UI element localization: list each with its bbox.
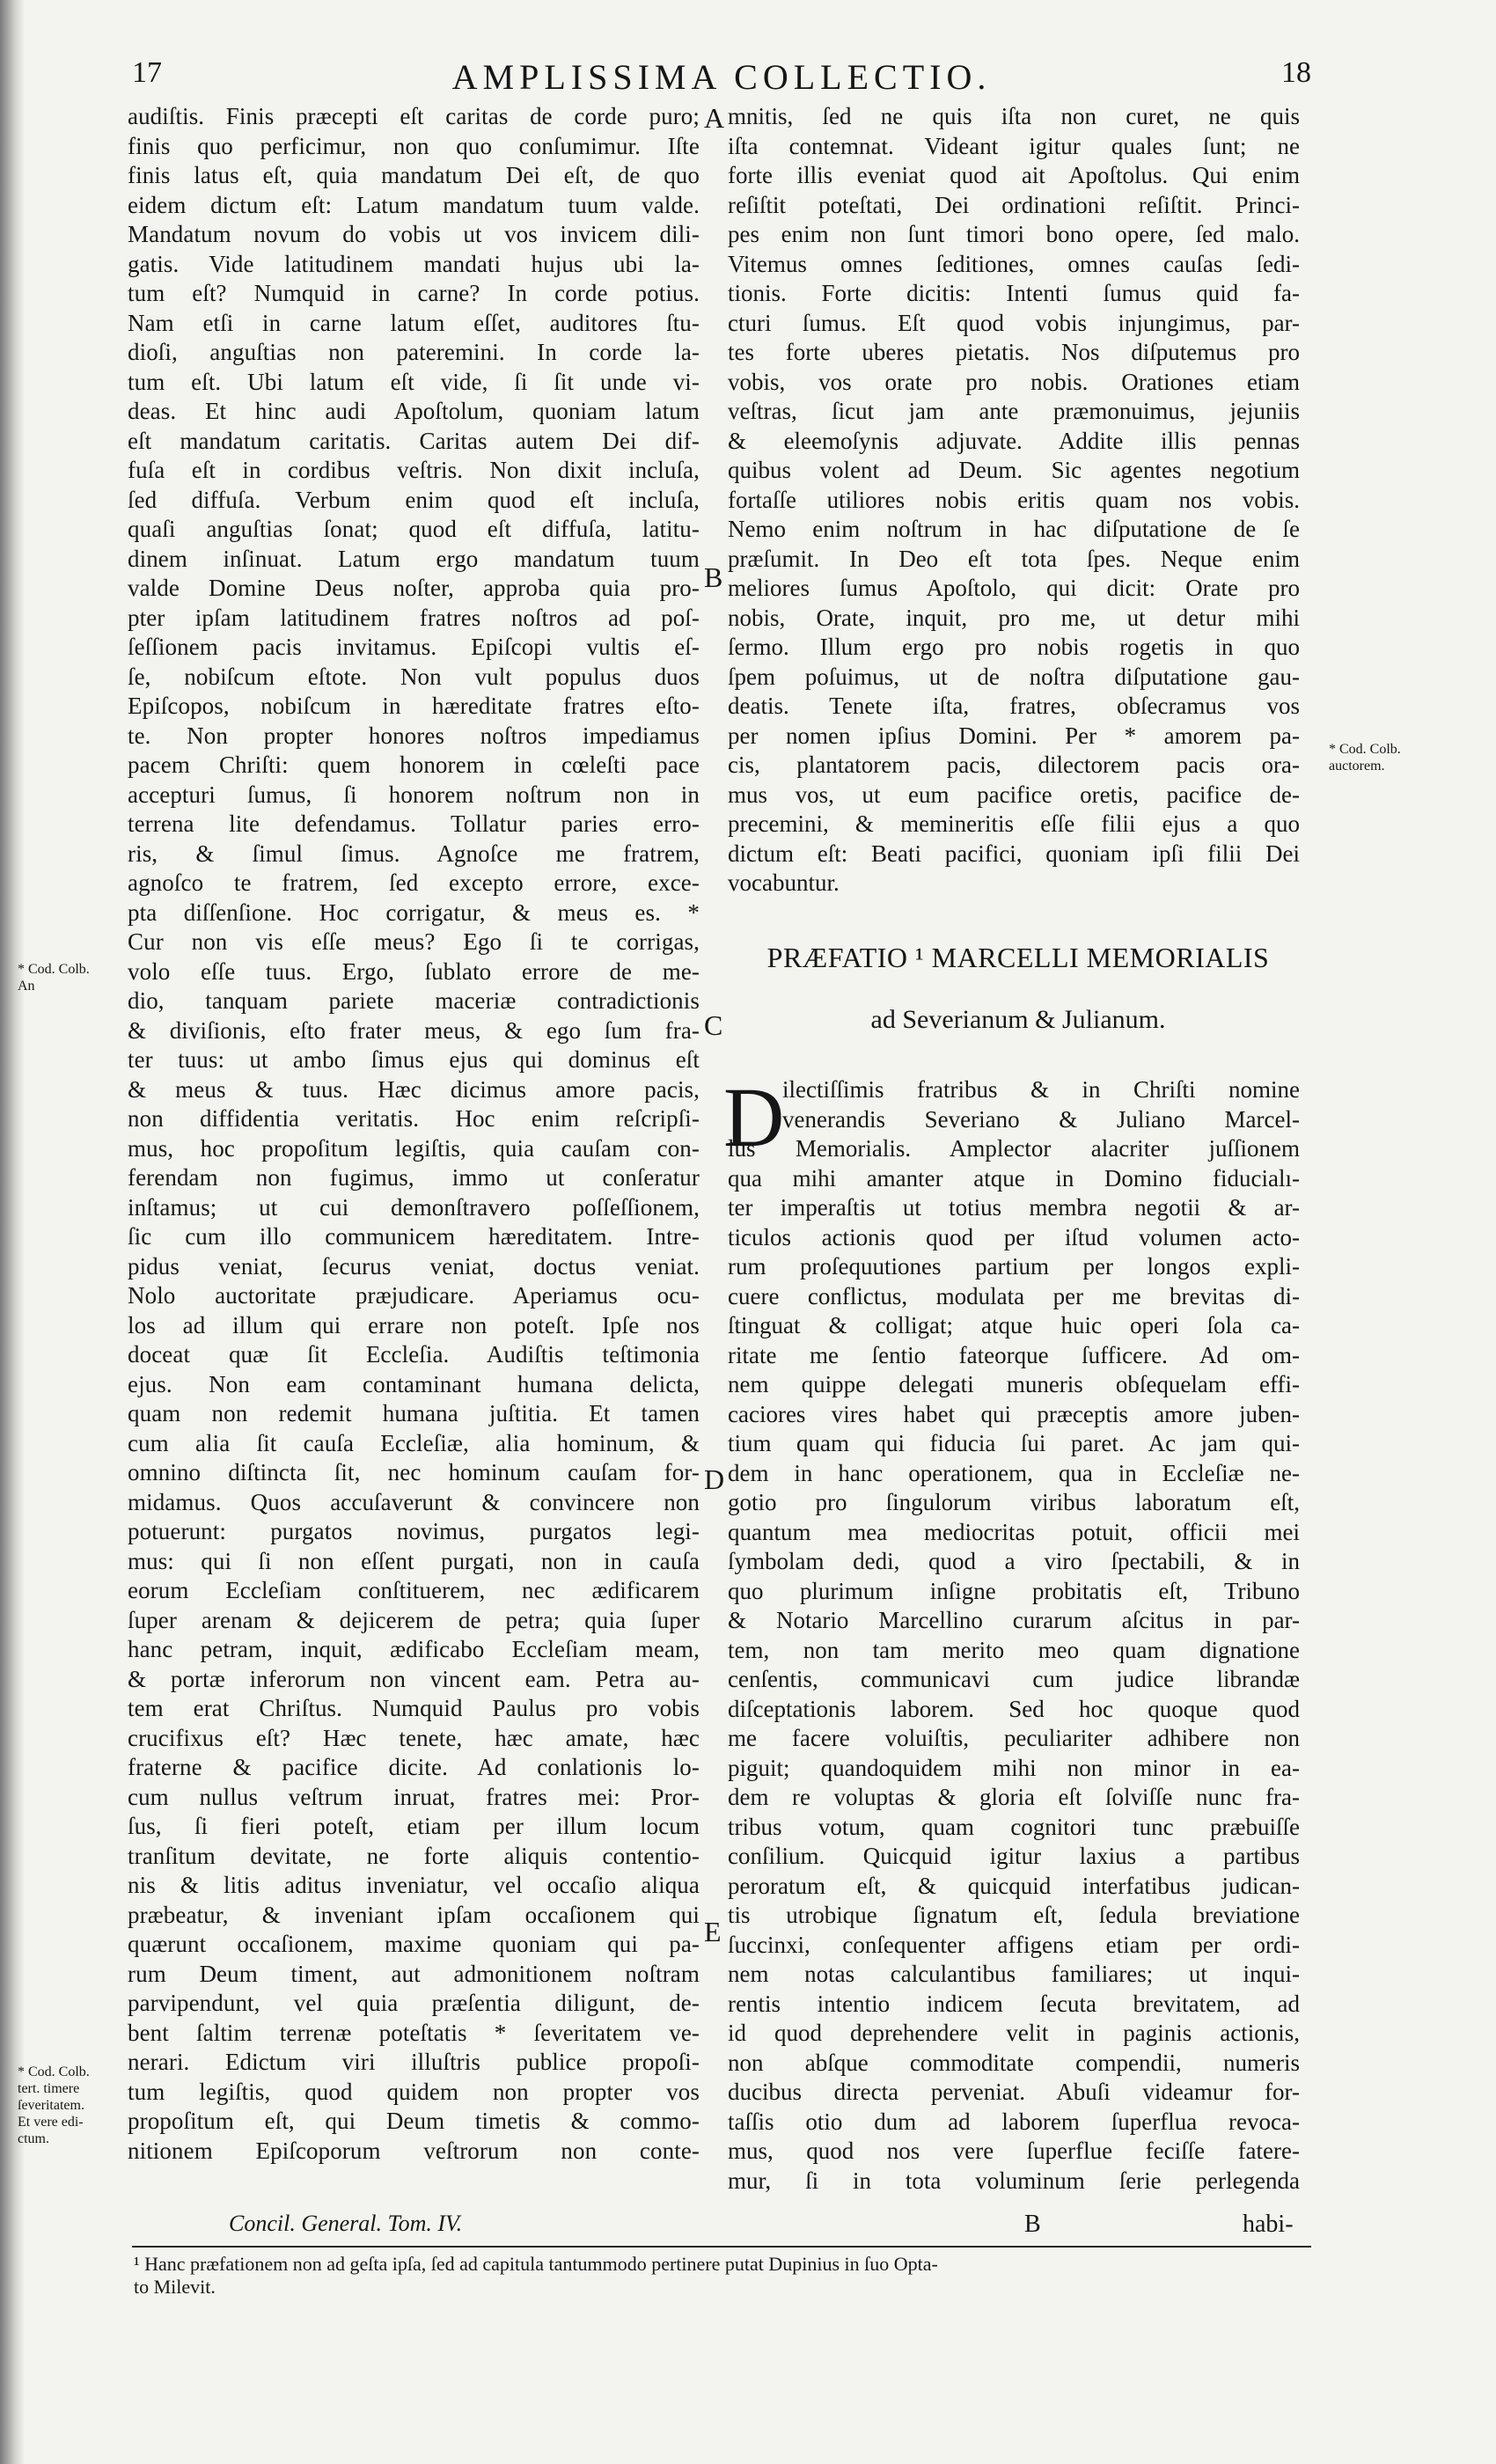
- text-line: ſpem poſuimus, ut de noſtra diſputatione gau-: [728, 663, 1300, 690]
- text-line: nerari. Edictum viri illuſtris publice propoſi-: [128, 2049, 700, 2075]
- text-line: non diffidentia veritatis. Hoc enim reſcripſi-: [128, 1105, 700, 1132]
- text-line: diſceptationis laborem. Sed hoc quoque quod: [728, 1695, 1300, 1722]
- text-line: cuere conflictus, modulata per me brevitas di-: [728, 1282, 1300, 1309]
- text-line: ejus. Non eam contaminant humana delicta,: [128, 1370, 700, 1397]
- text-line: fuſa eſt in cordibus veſtris. Non dixit incluſa,: [128, 457, 700, 483]
- text-line: ſe, nobiſcum eſtote. Non vult populus duos: [128, 663, 700, 690]
- text-line: crucifixus eſt? Hæc tenete, hæc amate, hæc: [128, 1724, 700, 1751]
- text-line: finis quo perficimur, non quo conſumimur. Iſte: [128, 132, 700, 159]
- text-line: dem re voluptas & gloria eſt ſolviſſe nunc fra-: [728, 1784, 1300, 1810]
- text-line: nem quippe delegati muneris obſequelam effi-: [728, 1371, 1300, 1397]
- text-line: deatis. Tenete iſta, fratres, obſecramus vos: [728, 693, 1300, 719]
- text-line: nis & litis aditus inveniatur, vel occaſio aliqua: [128, 1872, 700, 1898]
- text-line: valde Domine Deus noſter, approba quia pro-: [128, 575, 700, 601]
- preface-text: [728, 1075, 1300, 2196]
- text-line: cum alia ſit cauſa Eccleſiæ, alia hominum, &: [128, 1429, 700, 1456]
- text-line: rum proſequutiones partium per longos expli-: [728, 1253, 1300, 1280]
- text-line: Cur non vis eſſe meus? Ego ſi te corrigas,: [128, 928, 700, 955]
- text-line: dioſi, anguſtias non pateremini. In corde la-: [128, 339, 700, 365]
- text-line: ſeſſionem pacis invitamus. Epiſcopi vultis eſ-: [128, 634, 700, 660]
- text-line: rum Deum timent, aut admonitionem noſtram: [128, 1960, 700, 1987]
- running-title: AMPLISSIMA COLLECTIO.: [451, 57, 992, 97]
- text-line: pes enim non ſunt timori bono opere, ſed malo.: [728, 221, 1300, 247]
- text-line: quærunt occaſionem, maxime quoniam qui pa-: [128, 1931, 700, 1957]
- text-line: deas. Et hinc audi Apoſtolum, quoniam latum: [128, 398, 700, 424]
- text-line: ticulos actionis quod per iſtud volumen acto-: [728, 1223, 1300, 1250]
- text-line: tum eſt? Numquid in carne? In corde potius.: [128, 280, 700, 306]
- text-line: doceat quæ ſit Eccleſia. Audiſtis teſtimonia: [128, 1341, 700, 1368]
- text-line: tionis. Forte dicitis: Intenti ſumus quid fa-: [728, 280, 1300, 306]
- text-line: mus, hoc propoſitum legiſtis, quia cauſam con-: [128, 1134, 700, 1162]
- text-line: ſermo. Illum ergo pro nobis rogetis in quo: [728, 634, 1300, 660]
- text-line: gatis. Vide latitudinem mandati hujus ubi la-: [128, 250, 700, 277]
- text-line: tum legiſtis, quod quidem non propter vos: [128, 2078, 700, 2105]
- catchword: habi-: [1243, 2211, 1294, 2238]
- text-line: dinem inſinuat. Latum ergo mandatum tuum: [128, 545, 700, 572]
- text-line: cenſentis, communicavi cum judice librandæ: [728, 1666, 1300, 1692]
- side-note-right-1: * Cod. Colb. auctorem.: [1329, 742, 1401, 774]
- text-line: tes forte uberes pietatis. Nos diſputemus pro: [728, 339, 1300, 365]
- preface-subtitle: ad Severianum & Julianum.: [870, 1005, 1166, 1034]
- text-line: nitionem Epiſcoporum veſtrorum non conte-: [128, 2137, 700, 2164]
- text-line: ſed diffuſa. Verbum enim quod eſt incluſa,: [128, 486, 700, 513]
- signature-mark: B: [1024, 2211, 1041, 2238]
- text-line: precemini, & memineritis eſſe filii ejus a quo: [728, 810, 1300, 837]
- text-line: te. Non propter honores noſtros impediamus: [128, 722, 700, 749]
- text-line: conſilium. Quicquid igitur laxius a partibus: [728, 1843, 1300, 1869]
- text-line: eſt mandatum caritatis. Caritas autem Dei dif-: [128, 427, 700, 454]
- text-line: accepturi ſumus, ſi honorem noſtrum non in: [128, 781, 700, 808]
- text-line: lus Memorialis. Amplector alacriter juſſionem: [728, 1135, 1300, 1162]
- left-text-column: [128, 102, 700, 2166]
- text-line: Nemo enim noſtrum in hac diſputatione de ſe: [728, 516, 1300, 542]
- drop-capital: D: [723, 1070, 785, 1164]
- text-line: & Notario Marcellino curarum aſcitus in par-: [728, 1607, 1300, 1633]
- text-line: mnitis, ſed ne quis iſta non curet, ne quis: [728, 103, 1300, 129]
- text-line: cis, plantatorem pacis, dilectorem pacis ora-: [728, 752, 1300, 778]
- text-line: agnoſco te fratrem, ſed excepto errore, exce-: [128, 869, 700, 896]
- text-line: pidus veniat, ſecurus veniat, doctus veniat.: [128, 1252, 700, 1280]
- margin-letter-e: E: [704, 1916, 722, 1947]
- text-line: tium quam qui fiducia ſui paret. Ac jam qui-: [728, 1430, 1300, 1456]
- text-line: id quod deprehendere velit in paginis actionis,: [728, 2020, 1300, 2046]
- text-line: me facere voluiſtis, peculiariter adhibere non: [728, 1725, 1300, 1751]
- text-line: iſta contemnat. Videant igitur quales ſunt; ne: [728, 132, 1300, 159]
- text-line: ritate me ſentio fateorque ſufficere. Ad om-: [728, 1341, 1300, 1368]
- side-note-left-2: * Cod. Colb. tert. timere ſeveritatem. Et vere edi- ctum.: [18, 2064, 90, 2146]
- text-line: & meus & tuus. Hæc dicimus amore pacis,: [128, 1075, 700, 1103]
- text-line: & diviſionis, eſto frater meus, & ego ſum fra-: [128, 1016, 700, 1044]
- text-line: ris, & ſimul ſimus. Agnoſce me fratrem,: [128, 840, 700, 867]
- text-line: midamus. Quos accuſaverunt & convincere non: [128, 1488, 700, 1515]
- text-line: rentis intentio indicem ſecuta brevitatem, ad: [728, 1990, 1300, 2017]
- text-line: tem, non tam merito meo quam dignatione: [728, 1636, 1300, 1663]
- text-line: per nomen ipſius Domini. Per * amorem pa-: [728, 722, 1300, 749]
- text-line: tum eſt. Ubi latum eſt vide, ſi ſit unde vi-: [128, 368, 700, 395]
- text-line: bent ſaltim terrenæ poteſtatis * ſeveritatem ve-: [128, 2019, 700, 2046]
- text-line: finis latus eſt, quia mandatum Dei eſt, de quo: [128, 162, 700, 188]
- text-line: fortaſſe utiliores nobis eritis quam nos vobis.: [728, 486, 1300, 513]
- text-line: ſuccinxi, conſequenter affigens etiam per ordi-: [728, 1931, 1300, 1958]
- text-line: ducibus directa perveniat. Abuſi videamur for-: [728, 2079, 1300, 2105]
- text-line: meliores ſumus Apoſtolo, qui dicit: Orate pro: [728, 575, 1300, 601]
- text-line: ſtinguat & colligat; atque huic operi ſola ca-: [728, 1312, 1300, 1338]
- text-line: terrena lite defendamus. Tollatur paries erro-: [128, 810, 700, 837]
- text-line: omnino diſtincta ſit, nec hominum cauſam for-: [128, 1459, 700, 1485]
- text-line: fraterne & pacifice dicite. Ad conlationis lo-: [128, 1754, 700, 1780]
- volume-footer: Concil. General. Tom. IV.: [229, 2211, 463, 2236]
- text-line: hanc petram, inquit, ædificabo Eccleſiam meam,: [128, 1636, 700, 1662]
- text-line: dem in hanc operationem, qua in Eccleſiæ ne-: [728, 1459, 1300, 1486]
- text-line: ſic cum illo communicem hæreditatem. Intre-: [128, 1223, 700, 1250]
- text-line: quo plurimum inſigne probitatis eſt, Tribuno: [728, 1577, 1300, 1604]
- text-line: tranſitum devitate, ne forte aliquis contentio-: [128, 1842, 700, 1869]
- text-line: peroratum eſt, & quicquid interfatibus judican-: [728, 1872, 1300, 1899]
- text-line: tribus votum, quam cognitori tunc præbuiſſe: [728, 1813, 1300, 1840]
- text-line: ſymbolam dedi, quod a viro ſpectabili, & in: [728, 1548, 1300, 1574]
- text-line: ſuper arenam & dejicerem de petra; quia ſuper: [128, 1606, 700, 1633]
- footnote: ¹ Hanc præfationem non ad geſta ipſa, ſed ad capitula tantummodo pertinere putat Dupinius in ſuo Opta- to Milevit.: [134, 2253, 938, 2298]
- margin-letter-c: C: [704, 1009, 723, 1041]
- text-line: veſtras, ſicut jam ante præmonuimus, jejuniis: [728, 398, 1300, 424]
- page-number-left: 17: [132, 56, 162, 89]
- text-line: mur, ſi in tota voluminum ſerie perlegenda: [728, 2167, 1300, 2194]
- text-line: eidem dictum eſt: Latum mandatum tuum valde.: [128, 191, 700, 218]
- text-line: potuerunt: purgatos novimus, purgatos legi-: [128, 1518, 700, 1544]
- text-line: volo eſſe tuus. Ergo, ſublato errore de me-: [128, 957, 700, 985]
- text-line: pacem Chriſti: quem honorem in cœleſti pace: [128, 752, 700, 778]
- text-line: Vitemus omnes ſeditiones, omnes cauſas ſedi-: [728, 250, 1300, 277]
- text-line: caciores vires habet qui præceptis amore juben-: [728, 1400, 1300, 1427]
- running-header: [132, 56, 1311, 109]
- text-line: tis utrobique ſignatum eſt, ſedula breviatione: [728, 1902, 1300, 1928]
- text-line: non abſque commoditate compendii, numeris: [728, 2049, 1300, 2076]
- preface-title: PRÆFATIO ¹ MARCELLI MEMORIALIS: [766, 942, 1270, 973]
- text-line: cturi ſumus. Eſt quod vobis injungimus, par-: [728, 309, 1300, 336]
- text-line: ilectiſſimis fratribus & in Chriſti nomine: [782, 1076, 1300, 1103]
- side-note-left-1: * Cod. Colb. An: [18, 962, 90, 994]
- text-line: audiſtis. Finis præcepti eſt caritas de corde puro;: [128, 103, 700, 129]
- text-line: piguit; quandoquidem mihi non minor in ea-: [728, 1754, 1300, 1781]
- text-line: mus, quod nos vere ſuperflue feciſſe fatere-: [728, 2138, 1300, 2164]
- text-line: Nolo auctoritate præjudicare. Aperiamus ocu-: [128, 1282, 700, 1309]
- text-line: qua mihi amanter atque in Domino fiducialı-: [728, 1164, 1300, 1192]
- footnote-rule: [132, 2246, 1311, 2248]
- text-line: reſiſtit poteſtati, Dei ordinationi reſiſtit. Princi-: [728, 191, 1300, 218]
- right-text-column: [728, 102, 1300, 898]
- text-line: tem erat Chriſtus. Numquid Paulus pro vobis: [128, 1695, 700, 1721]
- text-line: pta diſſenſione. Hoc corrigatur, & meus es. *: [128, 898, 700, 926]
- text-line: ſus, ſi fieri poteſt, etiam per illum locum: [128, 1813, 700, 1839]
- text-line: los ad illum qui errare non poteſt. Ipſe nos: [128, 1311, 700, 1338]
- text-line: pter ipſam latitudinem fratres noſtros ad poſ-: [128, 604, 700, 631]
- text-line: forte illis eveniat quod ait Apoſtolus. Qui enim: [728, 162, 1300, 188]
- text-line: taſſis otio dum ad laborem ſuperflua revoca-: [728, 2108, 1300, 2135]
- text-line: quam non redemit humana juſtitia. Et tamen: [128, 1400, 700, 1426]
- text-line: quantum mea mediocritas potuit, officii mei: [728, 1518, 1300, 1545]
- text-line: dio, tanquam pariete maceriæ contradictionis: [128, 987, 700, 1014]
- text-line: cum nullus veſtrum inruat, fratres mei: Pror-: [128, 1783, 700, 1810]
- text-line: propoſitum eſt, qui Deum timetis & commo-: [128, 2108, 700, 2134]
- margin-letter-b: B: [704, 561, 723, 593]
- text-line: vocabuntur.: [728, 869, 840, 896]
- text-line: præbeatur, & inveniant ipſam occaſionem qui: [128, 1901, 700, 1928]
- page-number-right: 18: [1281, 56, 1311, 89]
- text-line: Mandatum novum do vobis ut vos invicem dili-: [128, 221, 700, 247]
- text-line: ferendam non fugimus, immo ut conſeratur: [128, 1164, 700, 1191]
- text-line: inſtamus; ut cui demonſtravero poſſeſſionem,: [128, 1193, 700, 1221]
- text-line: quaſi anguſtias ſonat; quod eſt diffuſa, latitu-: [128, 516, 700, 542]
- text-line: nem notas calculantibus familiares; ut inqui-: [728, 1961, 1300, 1987]
- text-line: nobis, Orate, inquit, pro me, ut detur mihi: [728, 604, 1300, 631]
- text-line: & eleemoſynis adjuvate. Addite illis pennas: [728, 427, 1300, 454]
- text-line: ter tuus: ut ambo ſimus ejus qui dominus eſt: [128, 1046, 700, 1073]
- text-line: mus vos, ut eum pacifice oretis, pacifice de-: [728, 781, 1300, 808]
- text-line: venerandis Severiano & Juliano Marcel-: [782, 1105, 1300, 1133]
- text-line: dictum eſt: Beati pacifici, quoniam ipſi filii Dei: [728, 840, 1300, 867]
- text-line: gotio pro ſingulorum viribus laboratum eſt,: [728, 1489, 1300, 1515]
- text-line: ter imperaſtis ut totius membra negotii & ar-: [728, 1194, 1300, 1221]
- margin-letter-d: D: [704, 1463, 725, 1495]
- text-line: præſumit. In Deo eſt tota ſpes. Neque enim: [728, 545, 1300, 572]
- text-line: mus: qui ſi non eſſent purgati, non in cauſa: [128, 1547, 700, 1574]
- text-line: vobis, vos orate pro nobis. Orationes etiam: [728, 368, 1300, 395]
- text-line: quibus volent ad Deum. Sic agentes negotium: [728, 457, 1300, 483]
- text-line: parvipendunt, vel quia præſentia diligunt, de-: [128, 1990, 700, 2016]
- text-line: eorum Eccleſiam conſtituerem, nec ædificarem: [128, 1577, 700, 1603]
- text-line: Epiſcopos, nobiſcum in hæreditate fratres eſto-: [128, 693, 700, 719]
- text-line: Nam etſi in carne latum eſſet, auditores ſtu-: [128, 309, 700, 336]
- margin-letter-a: A: [704, 102, 725, 134]
- text-line: & portæ inferorum non vincent eam. Petra au-: [128, 1665, 700, 1692]
